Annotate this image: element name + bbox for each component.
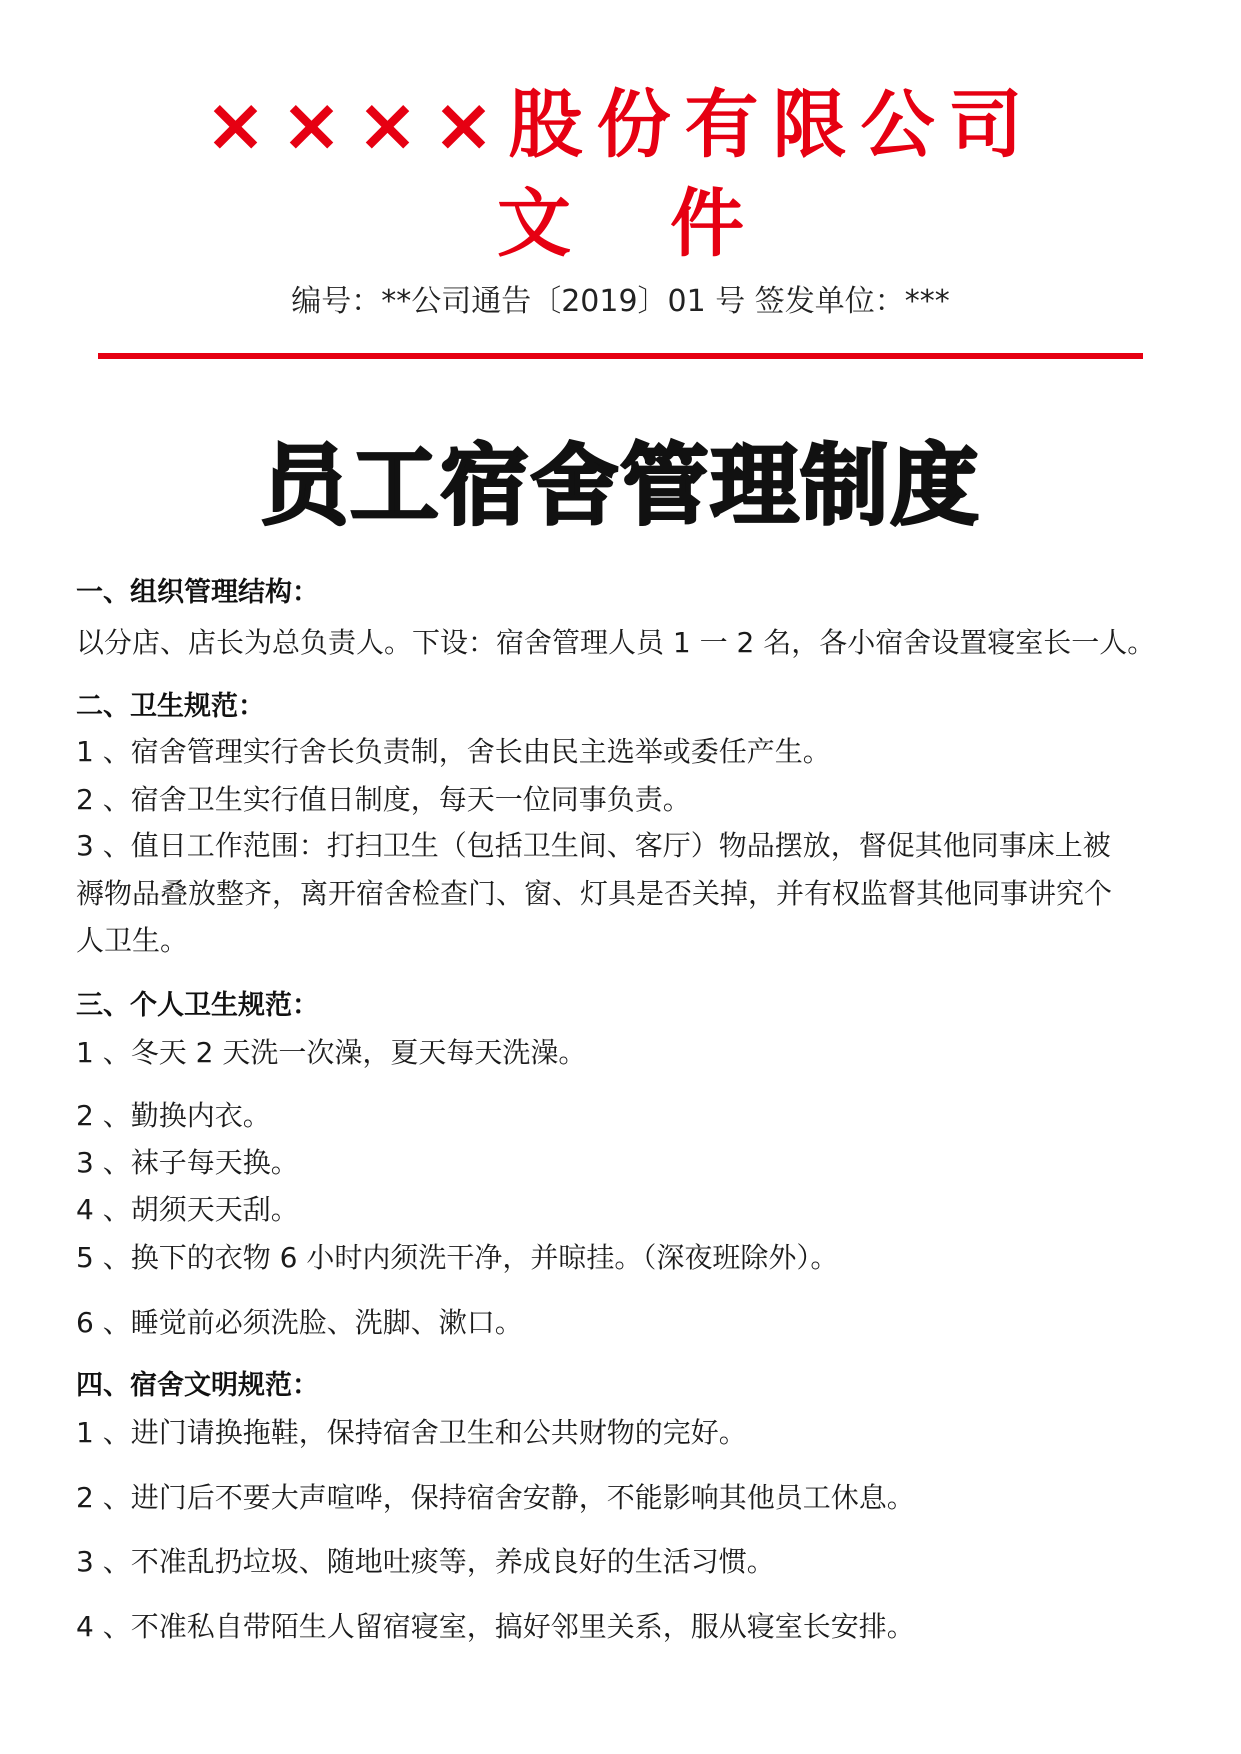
list-item: 2 、进门后不要大声喧哗，保持宿舍安静，不能影响其他员工休息。 — [76, 1481, 915, 1514]
doc-type-char-1: 文 — [497, 181, 571, 267]
list-item: 6 、睡觉前必须洗脸、洗脚、漱口。 — [76, 1306, 523, 1339]
letterhead-divider — [98, 353, 1143, 359]
list-item: 1 、宿舍管理实行舍长负责制，舍长由民主选举或委任产生。 — [76, 735, 831, 768]
list-item: 1 、冬天 2 天洗一次澡，夏天每天洗澡。 — [76, 1036, 587, 1069]
paragraph-line: 以分店、店长为总负责人。下设：宿舍管理人员 1 一 2 名，各小宿舍设置寝室长一人。 — [76, 626, 1156, 659]
section-heading: 四、宿舍文明规范： — [76, 1370, 319, 1401]
list-item-continuation: 人卫生。 — [76, 924, 189, 957]
list-item: 2 、勤换内衣。 — [76, 1099, 271, 1132]
list-item: 5 、换下的衣物 6 小时内须洗干净，并晾挂。（深夜班除外）。 — [76, 1241, 839, 1274]
company-name: ××××股份有限公司 — [204, 82, 1037, 168]
document-number: 编号：**公司通告〔2019〕01 号 签发单位：*** — [291, 284, 950, 319]
list-item: 4 、胡须天天刮。 — [76, 1193, 299, 1226]
section-heading: 一、组织管理结构： — [76, 577, 319, 608]
list-item: 4 、不准私自带陌生人留宿寝室，搞好邻里关系，服从寝室长安排。 — [76, 1610, 915, 1643]
section-heading: 三、个人卫生规范： — [76, 990, 319, 1021]
list-item: 3 、不准乱扔垃圾、随地吐痰等，养成良好的生活习惯。 — [76, 1545, 775, 1578]
page-title: 员工宿舍管理制度 — [260, 434, 981, 537]
list-item: 1 、进门请换拖鞋，保持宿舍卫生和公共财物的完好。 — [76, 1416, 747, 1449]
list-item: 2 、宿舍卫生实行值日制度，每天一位同事负责。 — [76, 783, 691, 816]
doc-type-char-2: 件 — [670, 181, 744, 267]
section-heading: 二、卫生规范： — [76, 691, 265, 722]
list-item: 3 、值日工作范围：打扫卫生（包括卫生间、客厅）物品摆放，督促其他同事床上被 — [76, 829, 1111, 862]
list-item: 3 、袜子每天换。 — [76, 1146, 299, 1179]
list-item-continuation: 褥物品叠放整齐，离开宿舍检查门、窗、灯具是否关掉，并有权监督其他同事讲究个 — [76, 877, 1113, 910]
